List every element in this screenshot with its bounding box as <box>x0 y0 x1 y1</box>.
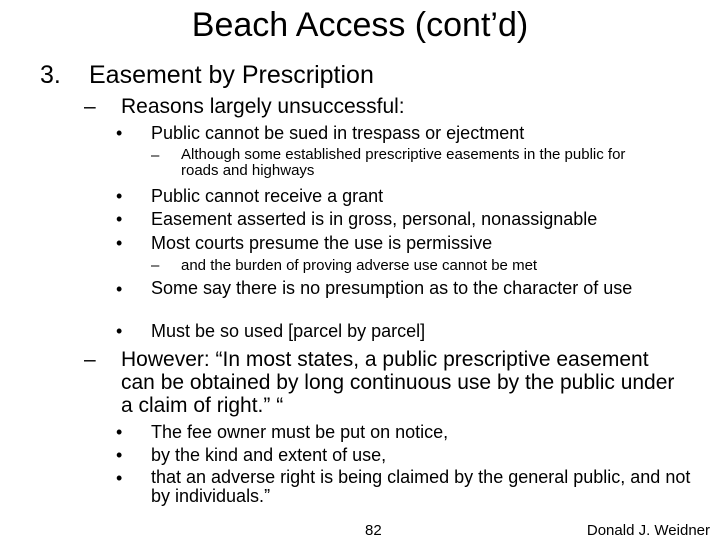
reasons-dash: – <box>84 95 96 118</box>
bullet-marker: • <box>116 321 123 341</box>
bullet-marker: • <box>116 123 123 143</box>
bullet-marker: • <box>116 422 123 442</box>
reasons-heading: Reasons largely unsuccessful: <box>121 95 405 118</box>
bullet-marker: • <box>116 209 123 229</box>
however-dash: – <box>84 348 96 371</box>
bullet-marker: • <box>116 279 123 299</box>
bullet-text: Some say there is no presumption as to the character of use <box>151 278 633 298</box>
bullet-text: Must be so used [parcel by parcel] <box>151 321 426 341</box>
sub-bullet-text: Although some established prescriptive easements in the public for roads and highways <box>181 146 626 179</box>
sub-bullet-text: and the burden of proving adverse use cannot be met <box>181 257 538 274</box>
bullet-text: Most courts presume the use is permissive <box>151 233 493 253</box>
bullet-text: by the kind and extent of use, <box>151 445 387 465</box>
bullet-text: Easement asserted is in gross, personal, nonassignable <box>151 209 598 229</box>
author-name: Donald J. Weidner <box>586 522 710 539</box>
bullet-marker: • <box>116 186 123 206</box>
level1-number: 3. <box>40 61 61 89</box>
however-text: However: “In most states, a public prescriptive easement can be obtained by long continuous use by the public under a claim of right.” “ <box>121 348 675 418</box>
level1-heading: Easement by Prescription <box>89 61 374 89</box>
bullet-text: that an adverse right is being claimed by the general public, and not by individuals.” <box>151 467 691 506</box>
bullet-marker: • <box>116 233 123 253</box>
bullet-text: Public cannot be sued in trespass or ejectment <box>151 123 525 143</box>
bullet-marker: • <box>116 445 123 465</box>
bullet-marker: • <box>116 468 123 488</box>
bullet-text: Public cannot receive a grant <box>151 186 384 206</box>
slide-title: Beach Access (cont’d) <box>191 6 529 44</box>
sub-bullet-dash: – <box>151 147 160 164</box>
bullet-text: The fee owner must be put on notice, <box>151 422 449 442</box>
sub-bullet-dash: – <box>151 257 160 274</box>
page-number: 82 <box>365 522 382 539</box>
